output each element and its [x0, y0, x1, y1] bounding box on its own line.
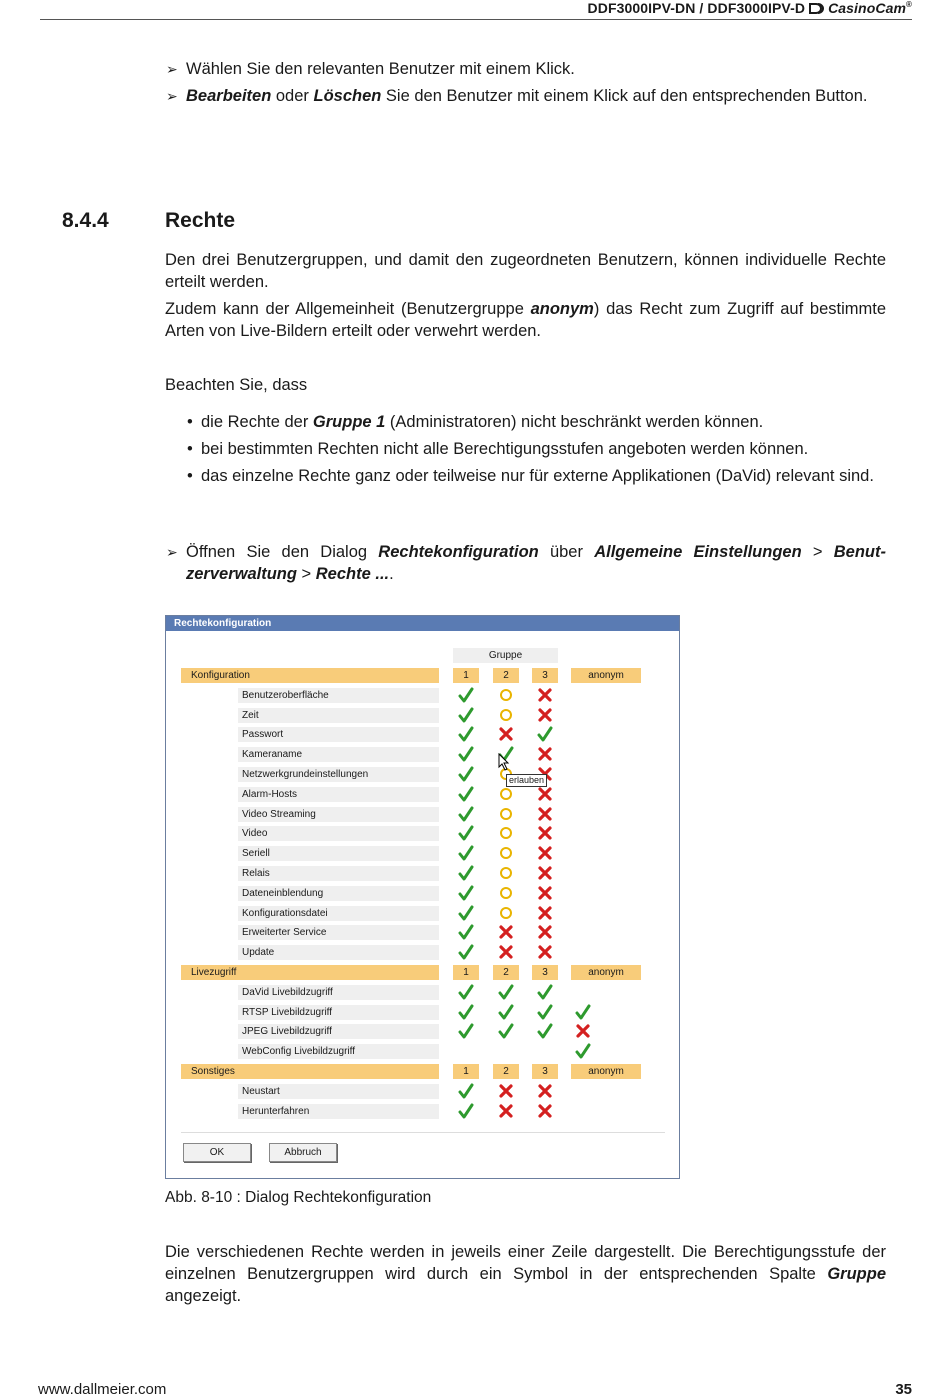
section-number: 8.4.4	[62, 209, 109, 232]
circle-icon[interactable]	[498, 687, 514, 703]
rights-config-dialog	[165, 615, 680, 1179]
group-column-1: 1	[453, 965, 479, 980]
group-column-3: 3	[532, 668, 558, 683]
figure-caption: Abb. 8-10 : Dialog Rechtekonfiguration	[165, 1189, 432, 1206]
group-header: Gruppe	[453, 648, 558, 663]
group-column-2: 2	[493, 668, 519, 683]
cross-icon[interactable]	[498, 944, 514, 960]
check-icon[interactable]	[458, 984, 474, 1000]
right-label: Relais	[238, 866, 439, 881]
ok-button[interactable]: OK	[183, 1143, 251, 1162]
right-label: Benutzeroberfläche	[238, 688, 439, 703]
step-edit-delete: ➢ Bearbeiten oder Löschen Sie den Benutzer mit einem Klick auf den entsprechenden Button.	[166, 87, 868, 105]
right-label: Video	[238, 826, 439, 841]
right-label: JPEG Livebildzugriff	[238, 1024, 439, 1039]
right-label: Herunterfahren	[238, 1104, 439, 1119]
group-column-1: 1	[453, 668, 479, 683]
right-label: Kameraname	[238, 747, 439, 762]
check-icon[interactable]	[537, 984, 553, 1000]
cross-icon[interactable]	[537, 1103, 553, 1119]
section-title: Rechte	[165, 209, 236, 232]
check-icon[interactable]	[458, 707, 474, 723]
check-icon[interactable]	[498, 984, 514, 1000]
paragraph-closing: Die verschiedenen Rechte werden in jeweils einer Zeile dargestellt. Die Berechtigungsstufe der einzelnen Benutzergruppen wird durch ein Symbol in der entsprechenden Spalte Gruppe angezeigt.	[165, 1243, 886, 1305]
right-label: DaVid Livebildzugriff	[238, 985, 439, 1000]
cross-icon[interactable]	[537, 905, 553, 921]
right-label: Update	[238, 945, 439, 960]
check-icon[interactable]	[458, 1103, 474, 1119]
circle-icon[interactable]	[498, 707, 514, 723]
check-icon[interactable]	[458, 885, 474, 901]
right-label: Konfigurationsdatei	[238, 906, 439, 921]
cross-icon[interactable]	[537, 746, 553, 762]
right-label: WebConfig Livebildzugriff	[238, 1044, 439, 1059]
check-icon[interactable]	[458, 924, 474, 940]
paragraph-note: Beachten Sie, dass	[165, 376, 308, 394]
note-item: • bei bestimmten Rechten nicht alle Berechtigungsstufen angeboten werden können.	[187, 440, 809, 458]
brand-logo-icon	[809, 3, 826, 14]
dialog-titlebar: Rechtekonfiguration	[166, 616, 679, 631]
circle-icon[interactable]	[498, 905, 514, 921]
check-icon[interactable]	[458, 825, 474, 841]
check-icon[interactable]	[458, 746, 474, 762]
section-header: Sonstiges	[181, 1064, 439, 1079]
check-icon[interactable]	[537, 1004, 553, 1020]
brand-name: CasinoCam	[828, 0, 906, 16]
cross-icon[interactable]	[498, 726, 514, 742]
check-icon[interactable]	[458, 1004, 474, 1020]
paragraph-groups: Den drei Benutzergruppen, und damit den zugeordneten Benutzern, können individuelle Rechte erteilt werden.	[165, 251, 886, 291]
right-label: Zeit	[238, 708, 439, 723]
cross-icon[interactable]	[537, 707, 553, 723]
group-column-2: 2	[493, 1064, 519, 1079]
header-title: DDF3000IPV-DN / DDF3000IPV-D CasinoCam®	[587, 0, 912, 16]
cross-icon[interactable]	[498, 1083, 514, 1099]
cross-icon[interactable]	[498, 1103, 514, 1119]
anonym-column: anonym	[571, 1064, 641, 1079]
check-icon[interactable]	[458, 865, 474, 881]
check-icon[interactable]	[458, 766, 474, 782]
cross-icon[interactable]	[537, 924, 553, 940]
group-column-1: 1	[453, 1064, 479, 1079]
cross-icon[interactable]	[537, 1083, 553, 1099]
note-item: • das einzelne Rechte ganz oder teilweise nur für externe Applikationen (DaVid) relevant sind.	[187, 467, 874, 485]
check-icon[interactable]	[575, 1043, 591, 1059]
right-label: Passwort	[238, 727, 439, 742]
right-label: Alarm-Hosts	[238, 787, 439, 802]
right-label: Dateneinblendung	[238, 886, 439, 901]
right-label: Seriell	[238, 846, 439, 861]
check-icon[interactable]	[458, 687, 474, 703]
check-icon[interactable]	[575, 1004, 591, 1020]
arrow-bullet-icon: ➢	[166, 544, 178, 560]
section-header: Konfiguration	[181, 668, 439, 683]
check-icon[interactable]	[498, 1023, 514, 1039]
note-item: • die Rechte der Gruppe 1 (Administratoren) nicht beschränkt werden können.	[187, 413, 764, 431]
right-label: Neustart	[238, 1084, 439, 1099]
tooltip: erlauben	[506, 774, 547, 787]
step-select-user: ➢ Wählen Sie den relevanten Benutzer mit einem Klick.	[166, 60, 575, 78]
cross-icon[interactable]	[537, 825, 553, 841]
cross-icon[interactable]	[537, 806, 553, 822]
cross-icon[interactable]	[537, 885, 553, 901]
group-column-3: 3	[532, 965, 558, 980]
circle-icon[interactable]	[498, 845, 514, 861]
check-icon[interactable]	[498, 1004, 514, 1020]
anonym-column: anonym	[571, 668, 641, 683]
check-icon[interactable]	[458, 726, 474, 742]
cross-icon[interactable]	[498, 924, 514, 940]
group-column-2: 2	[493, 965, 519, 980]
cross-icon[interactable]	[537, 845, 553, 861]
step-open-dialog: ➢ Öffnen Sie den Dialog Rechtekonfiguration über Allgemeine Einstellungen > Benutzerverwaltung > Rechte ....	[166, 543, 886, 583]
anonym-column: anonym	[571, 965, 641, 980]
page-header	[40, 0, 912, 20]
circle-icon[interactable]	[498, 885, 514, 901]
right-label: RTSP Livebildzugriff	[238, 1005, 439, 1020]
page-number: 35	[895, 1381, 912, 1398]
circle-icon[interactable]	[498, 825, 514, 841]
footer-url[interactable]: www.dallmeier.com	[38, 1381, 167, 1398]
check-icon[interactable]	[458, 845, 474, 861]
check-icon[interactable]	[458, 1083, 474, 1099]
cross-icon[interactable]	[537, 786, 553, 802]
cross-icon[interactable]	[537, 865, 553, 881]
mouse-cursor-icon	[498, 753, 510, 771]
circle-icon[interactable]	[498, 786, 514, 802]
arrow-bullet-icon: ➢	[166, 61, 178, 77]
circle-icon[interactable]	[498, 865, 514, 881]
dialog-divider	[181, 1132, 665, 1133]
right-label: Video Streaming	[238, 807, 439, 822]
group-column-3: 3	[532, 1064, 558, 1079]
check-icon[interactable]	[537, 726, 553, 742]
check-icon[interactable]	[458, 1023, 474, 1039]
check-icon[interactable]	[458, 806, 474, 822]
right-label: Erweiterter Service	[238, 925, 439, 940]
check-icon[interactable]	[537, 1023, 553, 1039]
right-label: Netzwerkgrundeinstellungen	[238, 767, 439, 782]
cancel-button[interactable]: Abbruch	[269, 1143, 337, 1162]
check-icon[interactable]	[458, 944, 474, 960]
circle-icon[interactable]	[498, 806, 514, 822]
cross-icon[interactable]	[537, 944, 553, 960]
cross-icon[interactable]	[537, 687, 553, 703]
paragraph-anonym: Zudem kann der Allgemeinheit (Benutzergruppe anonym) das Recht zum Zugriff auf bestimmte Arten von Live-Bildern erteilt oder verwehrt werden.	[165, 300, 886, 340]
check-icon[interactable]	[458, 786, 474, 802]
section-header: Livezugriff	[181, 965, 439, 980]
check-icon[interactable]	[458, 905, 474, 921]
arrow-bullet-icon: ➢	[166, 88, 178, 104]
cross-icon[interactable]	[575, 1023, 591, 1039]
